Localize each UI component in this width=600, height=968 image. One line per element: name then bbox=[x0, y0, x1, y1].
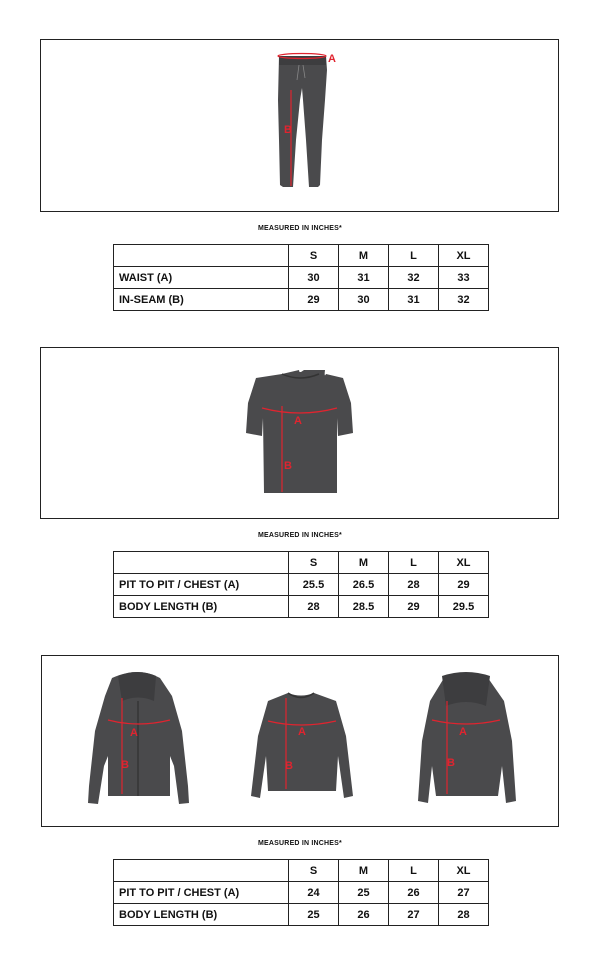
table-corner-cell bbox=[114, 552, 289, 574]
table-cell: 27 bbox=[439, 882, 489, 904]
table-row bbox=[114, 289, 489, 311]
table-row bbox=[114, 596, 489, 618]
table-row bbox=[114, 267, 489, 289]
tee-marker-b: B bbox=[284, 460, 292, 472]
table-cell: 29.5 bbox=[439, 596, 489, 618]
table-header-row bbox=[114, 245, 489, 267]
size-header: XL bbox=[439, 245, 489, 267]
zip-hoodie-marker-a: A bbox=[130, 727, 138, 739]
tee-size-table bbox=[113, 551, 489, 618]
crewneck-marker-a: A bbox=[298, 726, 306, 738]
table-cell: 26.5 bbox=[339, 574, 389, 596]
table-cell: 28 bbox=[289, 596, 339, 618]
table-cell: 31 bbox=[339, 267, 389, 289]
size-header: L bbox=[389, 860, 439, 882]
tee-marker-a: A bbox=[294, 415, 302, 427]
pants-marker-a: A bbox=[328, 53, 336, 65]
size-header: S bbox=[289, 245, 339, 267]
row-label: BODY LENGTH (B) bbox=[114, 904, 289, 926]
size-header: S bbox=[289, 552, 339, 574]
tops-diagram-panel bbox=[41, 655, 559, 827]
table-cell: 28.5 bbox=[339, 596, 389, 618]
size-header: M bbox=[339, 860, 389, 882]
pullover-hoodie-marker-a: A bbox=[459, 726, 467, 738]
tee-image bbox=[41, 348, 560, 520]
table-row bbox=[114, 574, 489, 596]
table-cell: 32 bbox=[389, 267, 439, 289]
row-label: WAIST (A) bbox=[114, 267, 289, 289]
size-header: L bbox=[389, 552, 439, 574]
tee-measurement-caption: MEASURED IN INCHES* bbox=[258, 532, 342, 539]
table-cell: 30 bbox=[289, 267, 339, 289]
table-corner-cell bbox=[114, 245, 289, 267]
table-cell: 33 bbox=[439, 267, 489, 289]
size-header: S bbox=[289, 860, 339, 882]
tops-measurement-caption: MEASURED IN INCHES* bbox=[258, 840, 342, 847]
table-header-row bbox=[114, 552, 489, 574]
table-cell: 28 bbox=[439, 904, 489, 926]
size-header: XL bbox=[439, 860, 489, 882]
table-cell: 26 bbox=[389, 882, 439, 904]
tops-image bbox=[42, 656, 560, 828]
table-corner-cell bbox=[114, 860, 289, 882]
table-row bbox=[114, 904, 489, 926]
table-cell: 29 bbox=[389, 596, 439, 618]
size-header: M bbox=[339, 245, 389, 267]
zip-hoodie-marker-b: B bbox=[121, 759, 129, 771]
size-header: XL bbox=[439, 552, 489, 574]
table-cell: 31 bbox=[389, 289, 439, 311]
pants-diagram-panel bbox=[40, 39, 559, 212]
zip-hoodie-image bbox=[88, 672, 189, 804]
table-cell: 29 bbox=[439, 574, 489, 596]
table-cell: 25.5 bbox=[289, 574, 339, 596]
crewneck-marker-b: B bbox=[285, 760, 293, 772]
crewneck-image bbox=[251, 693, 353, 798]
table-header-row bbox=[114, 860, 489, 882]
row-label: PIT TO PIT / CHEST (A) bbox=[114, 882, 289, 904]
table-cell: 24 bbox=[289, 882, 339, 904]
pants-measurement-caption: MEASURED IN INCHES* bbox=[258, 225, 342, 232]
pants-size-table bbox=[113, 244, 489, 311]
row-label: BODY LENGTH (B) bbox=[114, 596, 289, 618]
table-row bbox=[114, 882, 489, 904]
table-cell: 26 bbox=[339, 904, 389, 926]
size-header: L bbox=[389, 245, 439, 267]
row-label: PIT TO PIT / CHEST (A) bbox=[114, 574, 289, 596]
row-label: IN-SEAM (B) bbox=[114, 289, 289, 311]
pants-image bbox=[41, 40, 560, 213]
tops-size-table bbox=[113, 859, 489, 926]
table-cell: 29 bbox=[289, 289, 339, 311]
table-cell: 27 bbox=[389, 904, 439, 926]
pullover-hoodie-image bbox=[418, 672, 516, 803]
table-cell: 25 bbox=[289, 904, 339, 926]
table-cell: 30 bbox=[339, 289, 389, 311]
tee-diagram-panel bbox=[40, 347, 559, 519]
pants-marker-b: B bbox=[284, 124, 292, 136]
pullover-hoodie-marker-b: B bbox=[447, 757, 455, 769]
table-cell: 32 bbox=[439, 289, 489, 311]
table-cell: 25 bbox=[339, 882, 389, 904]
size-header: M bbox=[339, 552, 389, 574]
table-cell: 28 bbox=[389, 574, 439, 596]
